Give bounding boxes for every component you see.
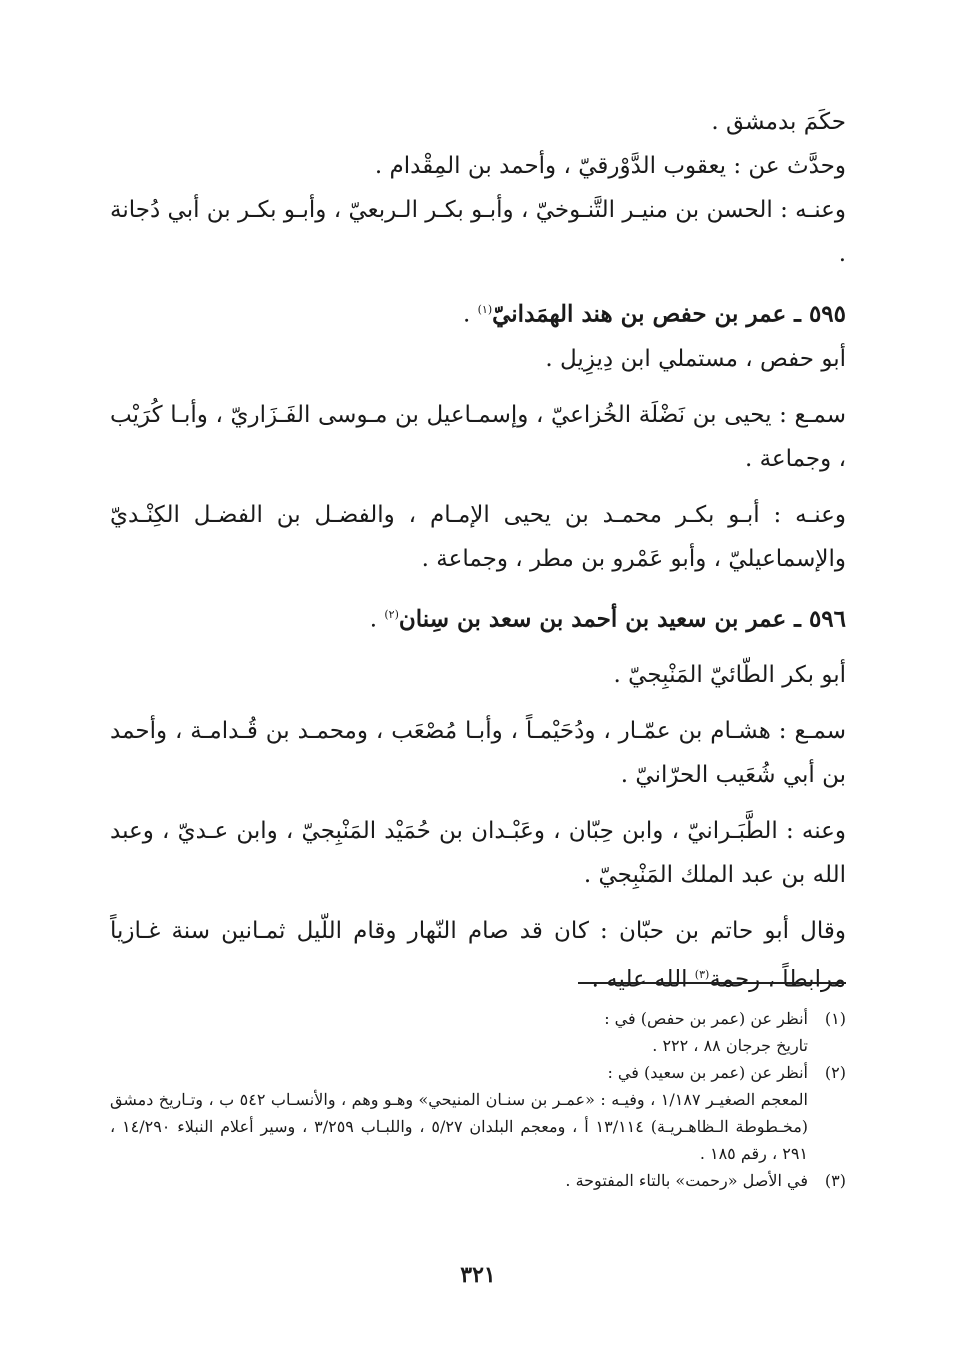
entry-596-kunya: أبو بكر الطّائيّ المَنْبِجيّ . [613, 662, 846, 689]
footnote-ref-1: (١) [477, 303, 493, 316]
entry-596-heading [110, 593, 846, 642]
footnote-line: المعجم الصغيـر ١/١٨٧ ، وفيـه : «عمـر بن سنـان المنيحي» وهـو وهم ، والأنسـاب ٥٤٢ ب ، وتـاريخ دمشق (مخـطوطة الـظاهـريـة) ١٣/١١٤ أ ، ومعجم البلدان ٥/٢٧ ، واللبـاب ٣/٢٥٩ ، وسير أعلام النبلاء ١٤/٢٩٠ ، ٢٩١ ، رقم ١٨٥ . [110, 1090, 809, 1163]
entry-596-heard: سمـع : هشـام بن عمّـار ، ودُحَيْمـاً ، وأبـا مُصْعَب ، ومحمـد بن قُـدامـة ، وأحمد بن أبي شُعَيب الحرّانيّ . [110, 718, 846, 789]
entry-596-from-him: وعنه : الطَّبَـرانيّ ، وابن حِبّان ، وعَبْـدان بن حُمَيْد المَنْبِجيّ ، وابن عـديّ ، وعبد الله بن عبد الملك المَنْبِجيّ . [110, 818, 846, 889]
entry-595-heard: سمـع : يحيى بن نَضْلَة الخُزاعيّ ، وإسمـاعيل بن مـوسى الفَـزَاريّ ، وأبـا كُرَيْب ، وجماعة . [110, 401, 846, 472]
footnote-number: (٣) [824, 1171, 846, 1190]
entry-596-end: . [369, 606, 385, 633]
entry-595-heading [110, 288, 846, 337]
quote-end: الله عليه . [591, 966, 695, 993]
footnote [110, 1005, 846, 1059]
footnote-line: أنظر عن (عمر بن سعيد) في : [607, 1063, 808, 1082]
text-line: حكَمَ بدمشق . [711, 109, 846, 135]
footnote-line: أنظر عن (عمر بن حفص) في : [604, 1009, 808, 1028]
entry-595-kunya: أبو حفص ، مستملي ابن دِيزِيل . [545, 345, 846, 372]
footnotes [110, 1005, 846, 1194]
entry-595-from-him: وعنـه : أبـو بكـر محمـد بن يحيى الإمـام ، والفضـل بن الفضـل الكِنْـديّ والإسماعيليّ ، وأبو عَمْرو بن مطر ، وجماعة . [110, 501, 846, 572]
entry-596-title: ٥٩٦ ـ عمر بن سعيد بن أحمد بن سعد بن سِنان [398, 605, 846, 633]
entry-595-end: . [462, 301, 478, 328]
footnote-number: (١) [824, 1009, 846, 1028]
footnote-ref-3: (٣) [694, 968, 710, 982]
entry-595-title: ٥٩٥ ـ عمر بن حفص بن هند الهمَدانيّ [492, 300, 846, 328]
main-text [110, 100, 846, 1014]
footnote-number: (٢) [824, 1063, 846, 1082]
footnote-line: في الأصل «رحمت» بالتاء المفتوحة . [565, 1171, 808, 1190]
footnote-line: تاريخ جرجان ٨٨ ، ٢٢٢ . [652, 1036, 808, 1055]
entry-596-quote [110, 909, 846, 1002]
footnote [110, 1059, 846, 1167]
footnote-divider [578, 982, 846, 984]
footnote-ref-2: (٢) [384, 607, 399, 621]
text-line: وحدَّث عن : يعقوب الدَّوْرقيّ ، وأحمد بن المِقْدام . [374, 153, 846, 179]
footnote [110, 1167, 846, 1194]
page-number: ٣٢١ [460, 1262, 496, 1288]
quote-text: وقال أبو حاتم بن حبّان : كان قد صام النّهار وقام اللّيل ثمـانين سنة غـازياً مرابطاً ، رحمة [110, 918, 846, 993]
text-line: وعنـه : الحسن بن منيـر التَّنـوخيّ ، وأبـو بكـر الـربعيّ ، وأبـو بكـر بن أبي دُجانة . [110, 197, 846, 267]
